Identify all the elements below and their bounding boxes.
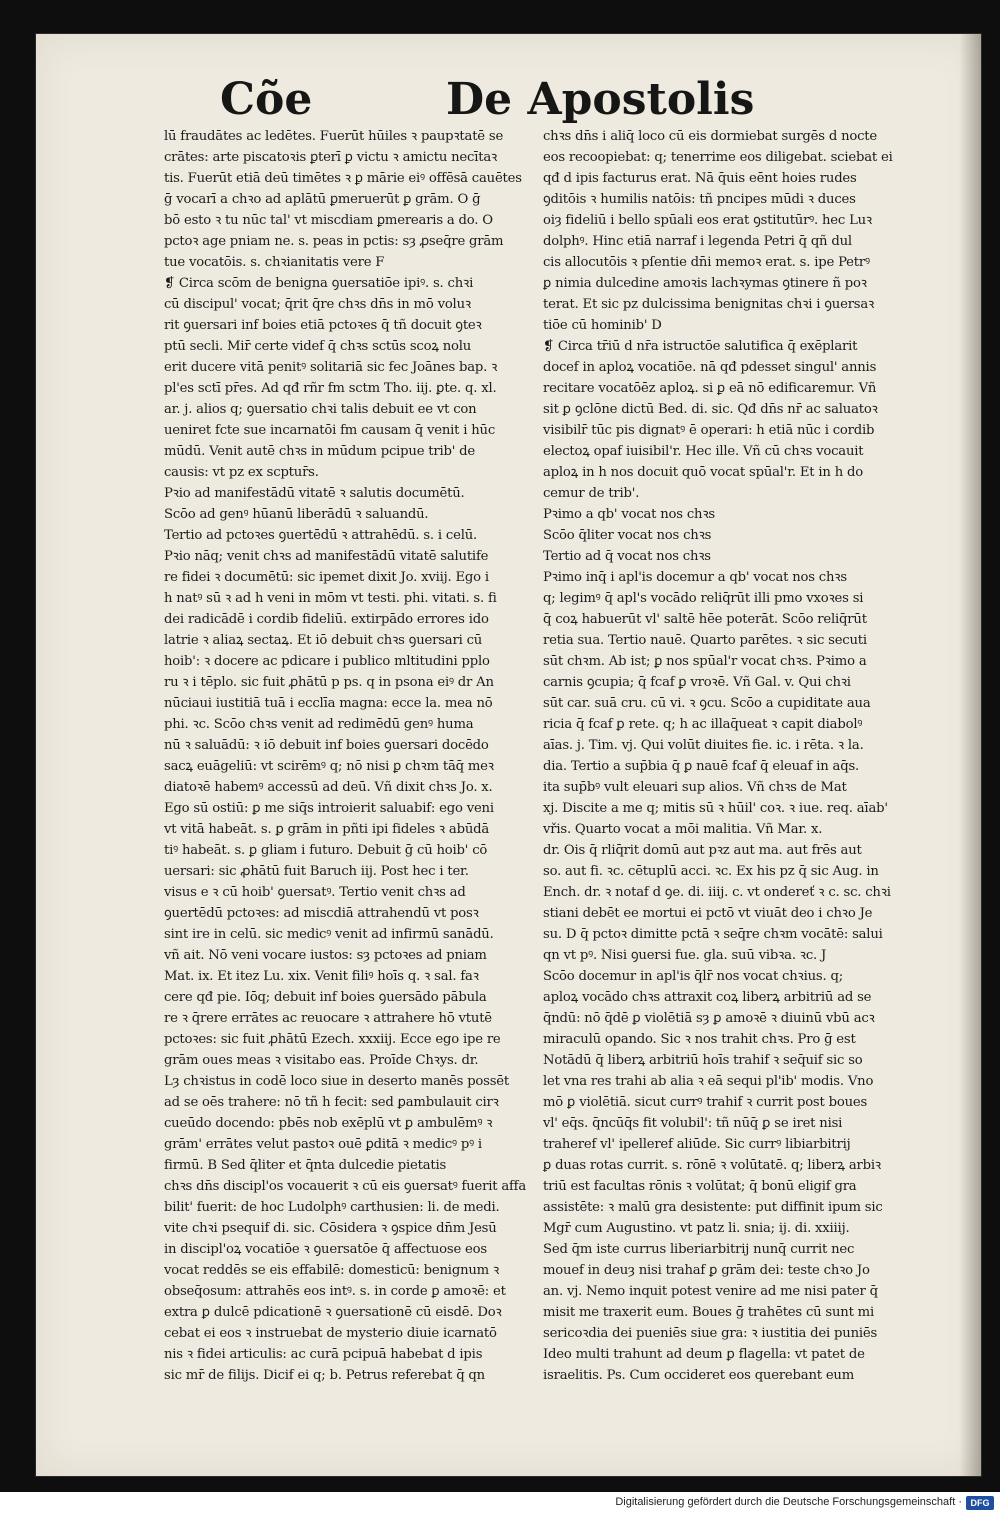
text-line: cere qđ pie. Iōq; debuit inf boies ꝯuersādo pābula	[164, 990, 487, 1005]
text-line: Tertio ad pctoꝛes ꝯuertēdū ꝛ attrahēdū. s. i celū.	[164, 528, 478, 543]
text-line: Notādū q̄ liberꝝ arbitriū hoīs trahif ꝛ seq̄uif sic so	[543, 1053, 863, 1068]
text-line: Pꝛimo a qb' vocat nos chꝛs	[543, 507, 715, 522]
text-line: aploꝝ vocādo chꝛs attraxit coꝝ liberꝝ arbitriū ad se	[543, 990, 872, 1005]
text-line: chꝛs dn̄s discipl'os vocauerit ꝛ cū eis ꝯuersatꝰ fuerit affa	[164, 1179, 527, 1194]
text-line: vl' eq̄s. q̄ncūq̄s fit volubil': tñ nūq̄ ꝑ se iret nisi	[543, 1116, 843, 1131]
text-line: ❡ Circa scōm de benigna ꝯuersatiōe ipiꝰ. s. chꝛi	[164, 276, 474, 291]
text-line: latrie ꝛ aliaꝝ sectaꝝ. Et iō debuit chꝛs ꝯuersari cū	[164, 633, 483, 648]
right-text-column	[543, 126, 928, 1386]
text-line: tiꝰ habeāt. s. ꝑ gliam i futuro. Debuit ḡ cū hoib' cō	[164, 843, 488, 858]
text-line: Scōo docemur in apl'is q̄lr̄ nos vocat chꝛius. q;	[543, 969, 843, 984]
running-header	[0, 74, 1000, 134]
text-line: sacꝝ euāgeliū: vt scirēmꝰ q; nō nisi ꝑ chꝛm tāq̄ meꝛ	[164, 759, 494, 774]
text-line: pctoꝛes: sic fuit ꝓhātū Ezech. xxxiij. Ecce ego ipe re	[164, 1032, 501, 1047]
text-line: dia. Tertio a sup̄bia q̄ ꝑ nauē fcaf q̄ eleuaf in aq̄s.	[543, 759, 860, 774]
text-line: aploꝝ in h nos docuit quō vocat spūal'r. Et in h do	[543, 465, 863, 480]
text-line: sūt car. suā cru. cū vi. ꝛ ꝯcu. Scōo a cupiditate aua	[543, 696, 871, 711]
funding-credit: Digitalisierung gefördert durch die Deutsche Forschungsgemeinschaft ·	[615, 1496, 962, 1508]
text-line: oiȝ fideliū i bello spūali eos erat ꝯstitutūrꝰ. hec Luꝛ	[543, 213, 872, 228]
text-line: tue vocatōis. s. chꝛianitatis vere F	[164, 255, 385, 270]
text-line: ❡ Circa tr̄iū d nr̄a istructōe salutifica q̄ exēplarit	[543, 339, 858, 354]
text-line: Pꝛio nāq; venit chꝛs ad manifestādū vitatē salutife	[164, 549, 489, 564]
text-line: ru ꝛ i tēplo. sic fuit ꝓhātū p ps. q in psona eiꝰ dr An	[164, 675, 494, 690]
text-line: triū est facultas rōnis ꝛ volūtat; q̄ bonū eligif gra	[543, 1179, 857, 1194]
text-line: cemur de trib'.	[543, 486, 640, 501]
text-line: israelitis. Ps. Cum occideret eos querebant eum	[543, 1368, 855, 1383]
text-line: re fidei ꝛ documētū: sic ipemet dixit Jo. xviij. Ego i	[164, 570, 489, 585]
text-line: dr. Ois q̄ rliq̄rit domū aut pꝛz aut ma. aut frēs aut	[543, 843, 862, 858]
text-line: sericoꝛdia dei pueniēs siue gra: ꝛ iustitia dei puniēs	[543, 1326, 878, 1341]
text-line: Pꝛio ad manifestādū vitatē ꝛ salutis documētū.	[164, 486, 465, 501]
text-line: sic mr̄ de filijs. Dicif ei q; b. Petrus referebat q̄ qn	[164, 1368, 485, 1383]
text-line: visibilr̄ tūc pis dignatꝰ ē operari: h etiā nūc i cordib	[543, 423, 875, 438]
text-line: ueniret fcte sue incarnatōi fm causam q̄ venit i hūc	[164, 423, 496, 438]
text-line: Ideo multi trahunt ad deum ꝑ flagella: vt patet de	[543, 1347, 865, 1362]
text-line: bō esto ꝛ tu nūc tal' vt miscdiam ꝑmerearis a do. O	[164, 213, 493, 228]
text-line: ḡ vocarī a chꝛo ad aplātū ꝑmeruerūt ꝑ grām. O ḡ	[164, 192, 481, 207]
text-line: dolphꝰ. Hinc etiā narraf i legenda Petri q̄ qñ dul	[543, 234, 852, 249]
text-line: ad se oēs trahere: nō tñ h fecit: sed ꝑambulauit cirꝛ	[164, 1095, 499, 1110]
text-line: Sed q̄m iste currus liberiarbitrij nunq̄ currit nec	[543, 1242, 855, 1257]
text-line: cueūdo docendo: pbēs nob exēplū vt ꝑ ambulēmꝰ ꝛ	[164, 1116, 493, 1131]
text-line: vt vitā habeāt. s. ꝑ grām in pñti ipi fideles ꝛ abūdā	[164, 822, 490, 837]
text-line: Tertio ad q̄ vocat nos chꝛs	[543, 549, 711, 564]
text-line: terat. Et sic pz dulcissima benignitas chꝛi i ꝯuersaꝛ	[543, 297, 875, 312]
text-line: hoib': ꝛ docere ac pdicare i publico mltitudini pplo	[164, 654, 490, 669]
text-line: vite chꝛi psequif di. sic. Cōsidera ꝛ ꝯspice dn̄m Jesū	[164, 1221, 497, 1236]
text-line: dei radicādē i cordib fideliū. extirpādo errores ido	[164, 612, 489, 627]
text-line: nūciaui iustitiā tuā i ecclīa magna: ecce la. mea nō	[164, 696, 493, 711]
text-line: cebat ei eos ꝛ instruebat de mysterio diuie icarnatō	[164, 1326, 497, 1341]
header-left: Cõe	[220, 74, 313, 125]
text-line: h natꝰ sū ꝛ ad h veni in mōm vt testi. phi. vitati. s. fi	[164, 591, 497, 606]
text-line: visus e ꝛ cū hoib' ꝯuersatꝰ. Tertio venit chꝛs ad	[164, 885, 466, 900]
text-line: traheref vl' ipelleref aliūde. Sic currꝰ libiarbitrij	[543, 1137, 851, 1152]
text-line: assistēte: ꝛ malū gra desistente: put diffinit ipum sic	[543, 1200, 883, 1215]
text-line: ꝑ nimia dulcedine amoꝛis lachꝛymas ꝯtinere ñ poꝛ	[543, 276, 867, 291]
text-line: mūdū. Venit autē chꝛs in mūdum pcipue trib' de	[164, 444, 476, 459]
text-line: sit ꝑ ꝯclōne dictū Bed. di. sic. Qđ dn̄s nr̄ ac saluatoꝛ	[543, 402, 878, 417]
text-line: Lȝ chꝛistus in codē loco siue in deserto manēs possēt	[164, 1074, 510, 1089]
text-line: lū fraudātes ac ledētes. Fuerūt hūiles ꝛ paupꝛtatē se	[164, 129, 504, 144]
text-line: q; legimꝰ q̄ apl's vocādo reliq̄rūt illi pmo vxoꝛes si	[543, 591, 864, 606]
text-line: Mgr̄ cum Augustino. vt patz li. snia; ij. di. xxiiij.	[543, 1221, 850, 1236]
text-line: tiōe cū hominib' D	[543, 318, 662, 333]
text-line: qn vt pꝰ. Nisi ꝯuersi fue. gla. suū vibꝛa. ꝛc. J	[543, 948, 827, 963]
text-line: ar. j. alios q; ꝯuersatio chꝛi talis debuit ee vt con	[164, 402, 477, 417]
text-line: miraculū opando. Sic ꝛ nos trahit chꝛs. Pro ḡ est	[543, 1032, 856, 1047]
text-line: nis ꝛ fidei articulis: ac curā pcipuā habebat d ipis	[164, 1347, 483, 1362]
text-line: vñ ait. Nō veni vocare iustos: sȝ pctoꝛes ad pniam	[164, 948, 487, 963]
text-line: misit me traxerit eum. Boues ḡ trahētes cū sunt mi	[543, 1305, 874, 1320]
text-line: carnis ꝯcupia; q̄ fcaf ꝑ vroꝛē. Vñ Gal. v. Qui chꝛi	[543, 675, 851, 690]
text-line: ptū secli. Mir̄ certe videf q̄ chꝛs sctūs scoꝝ nolu	[164, 339, 472, 354]
text-line: vřis. Quarto vocat a mōi malitia. Vñ Mar. x.	[543, 822, 823, 837]
text-line: electoꝝ opaf iuisibil'r. Hec ille. Vñ cū chꝛs vocauit	[543, 444, 864, 459]
text-line: eos recoopiebat: q; tenerrime eos diligebat. sciebat ei	[543, 150, 893, 165]
text-line: Pꝛimo inq̄ i apl'is docemur a qb' vocat nos chꝛs	[543, 570, 847, 585]
dfg-logo-icon: DFG	[966, 1496, 994, 1510]
text-line: cis allocutōis ꝛ pſentie dn̄i memoꝛ erat. s. ipe Petrꝰ	[543, 255, 870, 270]
text-line: su. D q̄ pctoꝛ dimitte pctā ꝛ seq̄re chꝛm vocātē: salui	[543, 927, 883, 942]
text-line: an. vj. Nemo inquit potest venire ad me nisi pater q̄	[543, 1284, 878, 1299]
text-line: re ꝛ q̄rere errātes ac reuocare ꝛ attrahere hō vtutē	[164, 1011, 492, 1026]
text-line: stiani debēt ee mortui ei pctō vt viuāt deo i chꝛo Je	[543, 906, 873, 921]
text-line: erit ducere vitā penitꝰ solitariā sic fec Joānes bap. ꝛ	[164, 360, 498, 375]
text-line: phi. ꝛc. Scōo chꝛs venit ad redimēdū genꝰ huma	[164, 717, 474, 732]
text-line: Mat. ix. Et itez Lu. xix. Venit filiꝰ hoīs q. ꝛ sal. faꝛ	[164, 969, 479, 984]
text-line: docef in aploꝝ vocatiōe. nā qđ pdesset singul' annis	[543, 360, 877, 375]
text-line: nū ꝛ saluādū: ꝛ iō debuit inf boies ꝯuersari docēdo	[164, 738, 489, 753]
text-line: mō ꝑ violētiā. sicut currꝰ trahif ꝛ currit post boues	[543, 1095, 868, 1110]
text-line: cū discipul' vocat; q̄rit q̄re chꝛs dn̄s in mō voluꝛ	[164, 297, 471, 312]
text-line: diatoꝛē habemꝰ accessū ad deū. Vñ dixit chꝛs Jo. x.	[164, 780, 493, 795]
page-edge-shadow	[959, 34, 981, 1476]
text-line: crātes: arte piscatoꝛis ꝑterī ꝑ victu ꝛ amictu necītaꝛ	[164, 150, 498, 165]
text-line: grām' errātes velut pastoꝛ ouē ꝑditā ꝛ medicꝰ pꝰ i	[164, 1137, 482, 1152]
text-line: pl'es sctī pr̄es. Ad qđ rñr fm sctm Tho. iij. ꝑte. q. xl.	[164, 381, 497, 396]
text-line: Scōo q̄liter vocat nos chꝛs	[543, 528, 712, 543]
text-line: obseq̄osum: attrahēs eos intꝰ. s. in corde ꝑ amoꝛē: et	[164, 1284, 506, 1299]
header-title: De Apostolis	[446, 74, 755, 125]
text-line: extra ꝑ dulcē pdicationē ꝛ ꝯuersationē cū eisdē. Doꝛ	[164, 1305, 502, 1320]
text-line: chꝛs dn̄s i aliq̄ loco cū eis dormiebat surgēs d nocte	[543, 129, 877, 144]
text-line: xj. Discite a me q; mitis sū ꝛ hūil' coꝛ. ꝛ iue. req. aīab'	[543, 801, 888, 816]
text-line: Ench. dr. ꝛ notaf d ꝯe. di. iiij. c. vt ondereť ꝛ c. sc. chꝛi	[543, 885, 891, 900]
text-line: Ego sū ostiū: ꝑ me siq̄s introierit saluabif: ego veni	[164, 801, 494, 816]
text-line: sint ire in celū. sic medicꝰ venit ad infirmū sanādū.	[164, 927, 494, 942]
footer-bar	[0, 1492, 1000, 1514]
text-line: let vna res trahi ab alia ꝛ eā sequi pl'ib' modis. Vno	[543, 1074, 874, 1089]
text-line: ꝯuertēdū pctoꝛes: ad miscdiā attrahendū vt posꝛ	[164, 906, 479, 921]
text-line: recitare vocatōēz aploꝝ. si ꝑ eā nō edificaremur. Vñ	[543, 381, 877, 396]
text-line: so. aut fi. ꝛc. cētuplū acci. ꝛc. Ex his pz q̄ sic Aug. in	[543, 864, 879, 879]
text-line: bilit' fuerit: de hoc Ludolphꝰ carthusien: li. de medi.	[164, 1200, 500, 1215]
text-line: ꝯditōis ꝛ humilis natōis: tñ pncipes mūdi ꝛ duces	[543, 192, 856, 207]
text-line: rit ꝯuersari inf boies etiā pctoꝛes q̄ tñ docuit ꝯteꝛ	[164, 318, 482, 333]
text-line: uersari: sic ꝓhātū fuit Baruch iij. Post hec i ter.	[164, 864, 469, 879]
text-line: Scōo ad genꝰ hūanū liberādū ꝛ saluandū.	[164, 507, 429, 522]
text-line: tis. Fuerūt etiā deū timētes ꝛ ꝑ mārie eiꝰ offēsā cauētes	[164, 171, 522, 186]
text-line: retia sua. Tertio nauē. Quarto parētes. ꝛ sic secuti	[543, 633, 867, 648]
text-line: ꝑ duas rotas currit. s. rōnē ꝛ volūtatē. q; liberꝝ arbiꝛ	[543, 1158, 881, 1173]
text-line: ita sup̄bꝰ vult eleuari sup alios. Vñ chꝛs de Mat	[543, 780, 847, 795]
text-line: q̄ coꝝ habuerūt vl' saltē hēe poterāt. Scōo reliq̄rūt	[543, 612, 867, 627]
text-line: grām oues meas ꝛ visitabo eas. Proīde Chꝛys. dr.	[164, 1053, 479, 1068]
text-line: aīas. j. Tim. vj. Qui volūt diuites fie. ic. i rēta. ꝛ la.	[543, 738, 864, 753]
text-line: firmū. B Sed q̄liter et q̄nta dulcedie pietatis	[164, 1158, 447, 1173]
text-line: vocat reddēs se eis effabilē: domesticū: benignum ꝛ	[164, 1263, 499, 1278]
text-line: in discipl'oꝝ vocatiōe ꝛ ꝯuersatōe q̄ affectuose eos	[164, 1242, 487, 1257]
text-line: pctoꝛ age pniam ne. s. peas in pctis: sȝ ꝓseq̄re grām	[164, 234, 504, 249]
text-line: qđ d ipis facturus erat. Nā q̄uis eēnt hoies rudes	[543, 171, 857, 186]
text-line: ricia q̄ fcaf ꝑ rete. q; h ac illaq̄ueat ꝛ capit diabolꝰ	[543, 717, 863, 732]
text-line: sūt chꝛm. Ab ist; ꝑ nos spūal'r vocat chꝛs. Pꝛimo a	[543, 654, 867, 669]
text-line: causis: vt pz ex scptur̄s.	[164, 465, 319, 480]
text-line: mouef in deuȝ nisi trahaf ꝑ grām dei: teste chꝛo Jo	[543, 1263, 870, 1278]
text-line: q̄ndū: nō q̄dē ꝑ violētiā sȝ ꝑ amoꝛē ꝛ diuinū vbū acꝛ	[543, 1011, 875, 1026]
left-text-column	[164, 126, 549, 1386]
